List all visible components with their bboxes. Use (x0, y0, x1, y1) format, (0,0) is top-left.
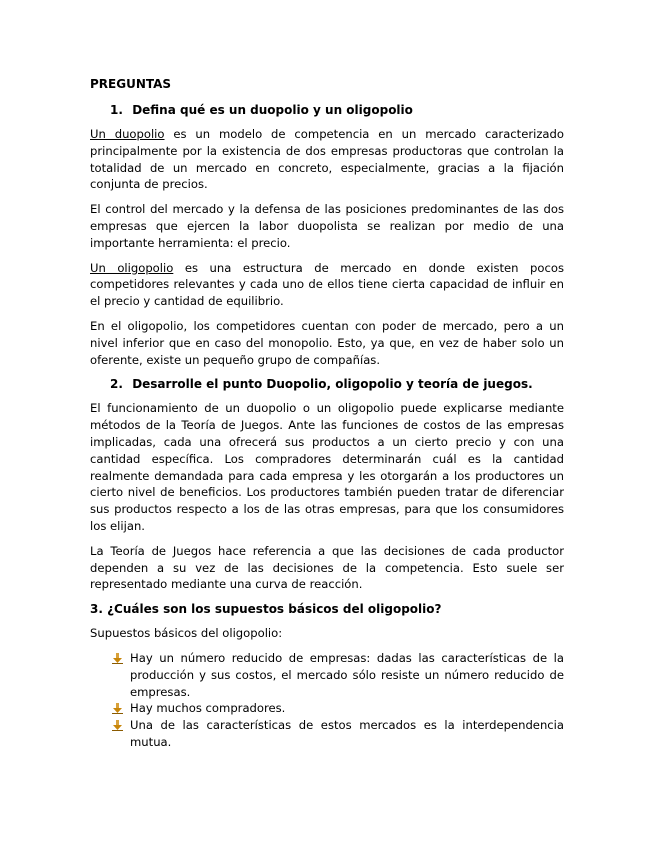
reaction-curve-paragraph: La Teoría de Juegos hace referencia a que las decisiones de cada productor dependen a su vez de las decisiones de la competencia. Esto suele ser representado mediante una curva de reacción. (90, 543, 564, 592)
section-1-heading (90, 102, 564, 118)
assumptions-intro: Supuestos básicos del oligopolio: (90, 626, 283, 641)
assumptions-list (90, 650, 564, 751)
duopolio-term: Un duopolio (90, 127, 165, 141)
list-item (112, 700, 564, 717)
section-2-number: 2. (110, 377, 123, 392)
oligopolio-definition-text: es una estructura de mercado en donde existen pocos competidores relevantes y cada uno de ellos tiene cierta capacidad de influir en el precio y cantidad de equilibrio. (90, 260, 564, 309)
duopolio-control-paragraph: El control del mercado y la defensa de las posiciones predominantes de las dos empresas que ejercen la labor duopolista se realizan por medio de una importante herramienta: el precio. (90, 202, 564, 250)
section-1-number: 1. (110, 103, 123, 117)
section-1-heading-text: Defina qué es un duopolio y un oligopolio (132, 103, 413, 117)
oligopolio-power-paragraph: En el oligopolio, los competidores cuentan con poder de mercado, pero a un nivel inferior que en caso del monopolio. Esto, ya que, en vez de haber solo un oferente, existe un pequeño grupo de compañías. (90, 318, 564, 367)
document-page (90, 76, 564, 751)
section-3-heading: 3. ¿Cuáles son los supuestos básicos del oligopolio? (90, 602, 442, 617)
arrow-down-bullet-icon (112, 653, 123, 664)
list-item (112, 650, 564, 700)
list-item-text: Hay un número reducido de empresas: dadas las características de la producción y sus costos, el mercado sólo resiste un número reducido de empresas. (130, 650, 564, 699)
oligopolio-term: Un oligopolio (90, 260, 174, 275)
arrow-down-bullet-icon (112, 703, 123, 714)
duopolio-definition-text: es un modelo de competencia en un mercado caracterizado principalmente por la existencia de dos empresas productoras que controlan la totalidad de un mercado en concreto, especialmente, gracias a la fijación conjunta de precios. (90, 127, 564, 192)
oligopolio-definition-paragraph (90, 260, 564, 310)
list-item-text: Una de las características de estos mercados es la interdependencia mutua. (130, 718, 564, 749)
section-2-heading (90, 376, 564, 392)
arrow-down-bullet-icon (112, 720, 123, 731)
list-item-text: Hay muchos compradores. (130, 701, 286, 716)
list-item (112, 717, 564, 751)
document-title: PREGUNTAS (90, 77, 172, 91)
section-2-heading-text: Desarrolle el punto Duopolio, oligopolio y teoría de juegos. (132, 377, 533, 392)
duopolio-definition-paragraph (90, 126, 564, 193)
game-theory-paragraph: El funcionamiento de un duopolio o un oligopolio puede explicarse mediante métodos de la Teoría de Juegos. Ante las funciones de costos de las empresas implicadas, cada una ofrecerá sus productos a un cierto precio y con una cantidad específica. Los compradores determinarán cuál es la cantidad realmente demandada para cada empresa y les otorgarán a los productores un cierto nivel de beneficios. Los productores también pueden tratar de diferenciar sus productos respecto a los de las otras empresas, para que los consumidores los elijan. (90, 401, 564, 533)
